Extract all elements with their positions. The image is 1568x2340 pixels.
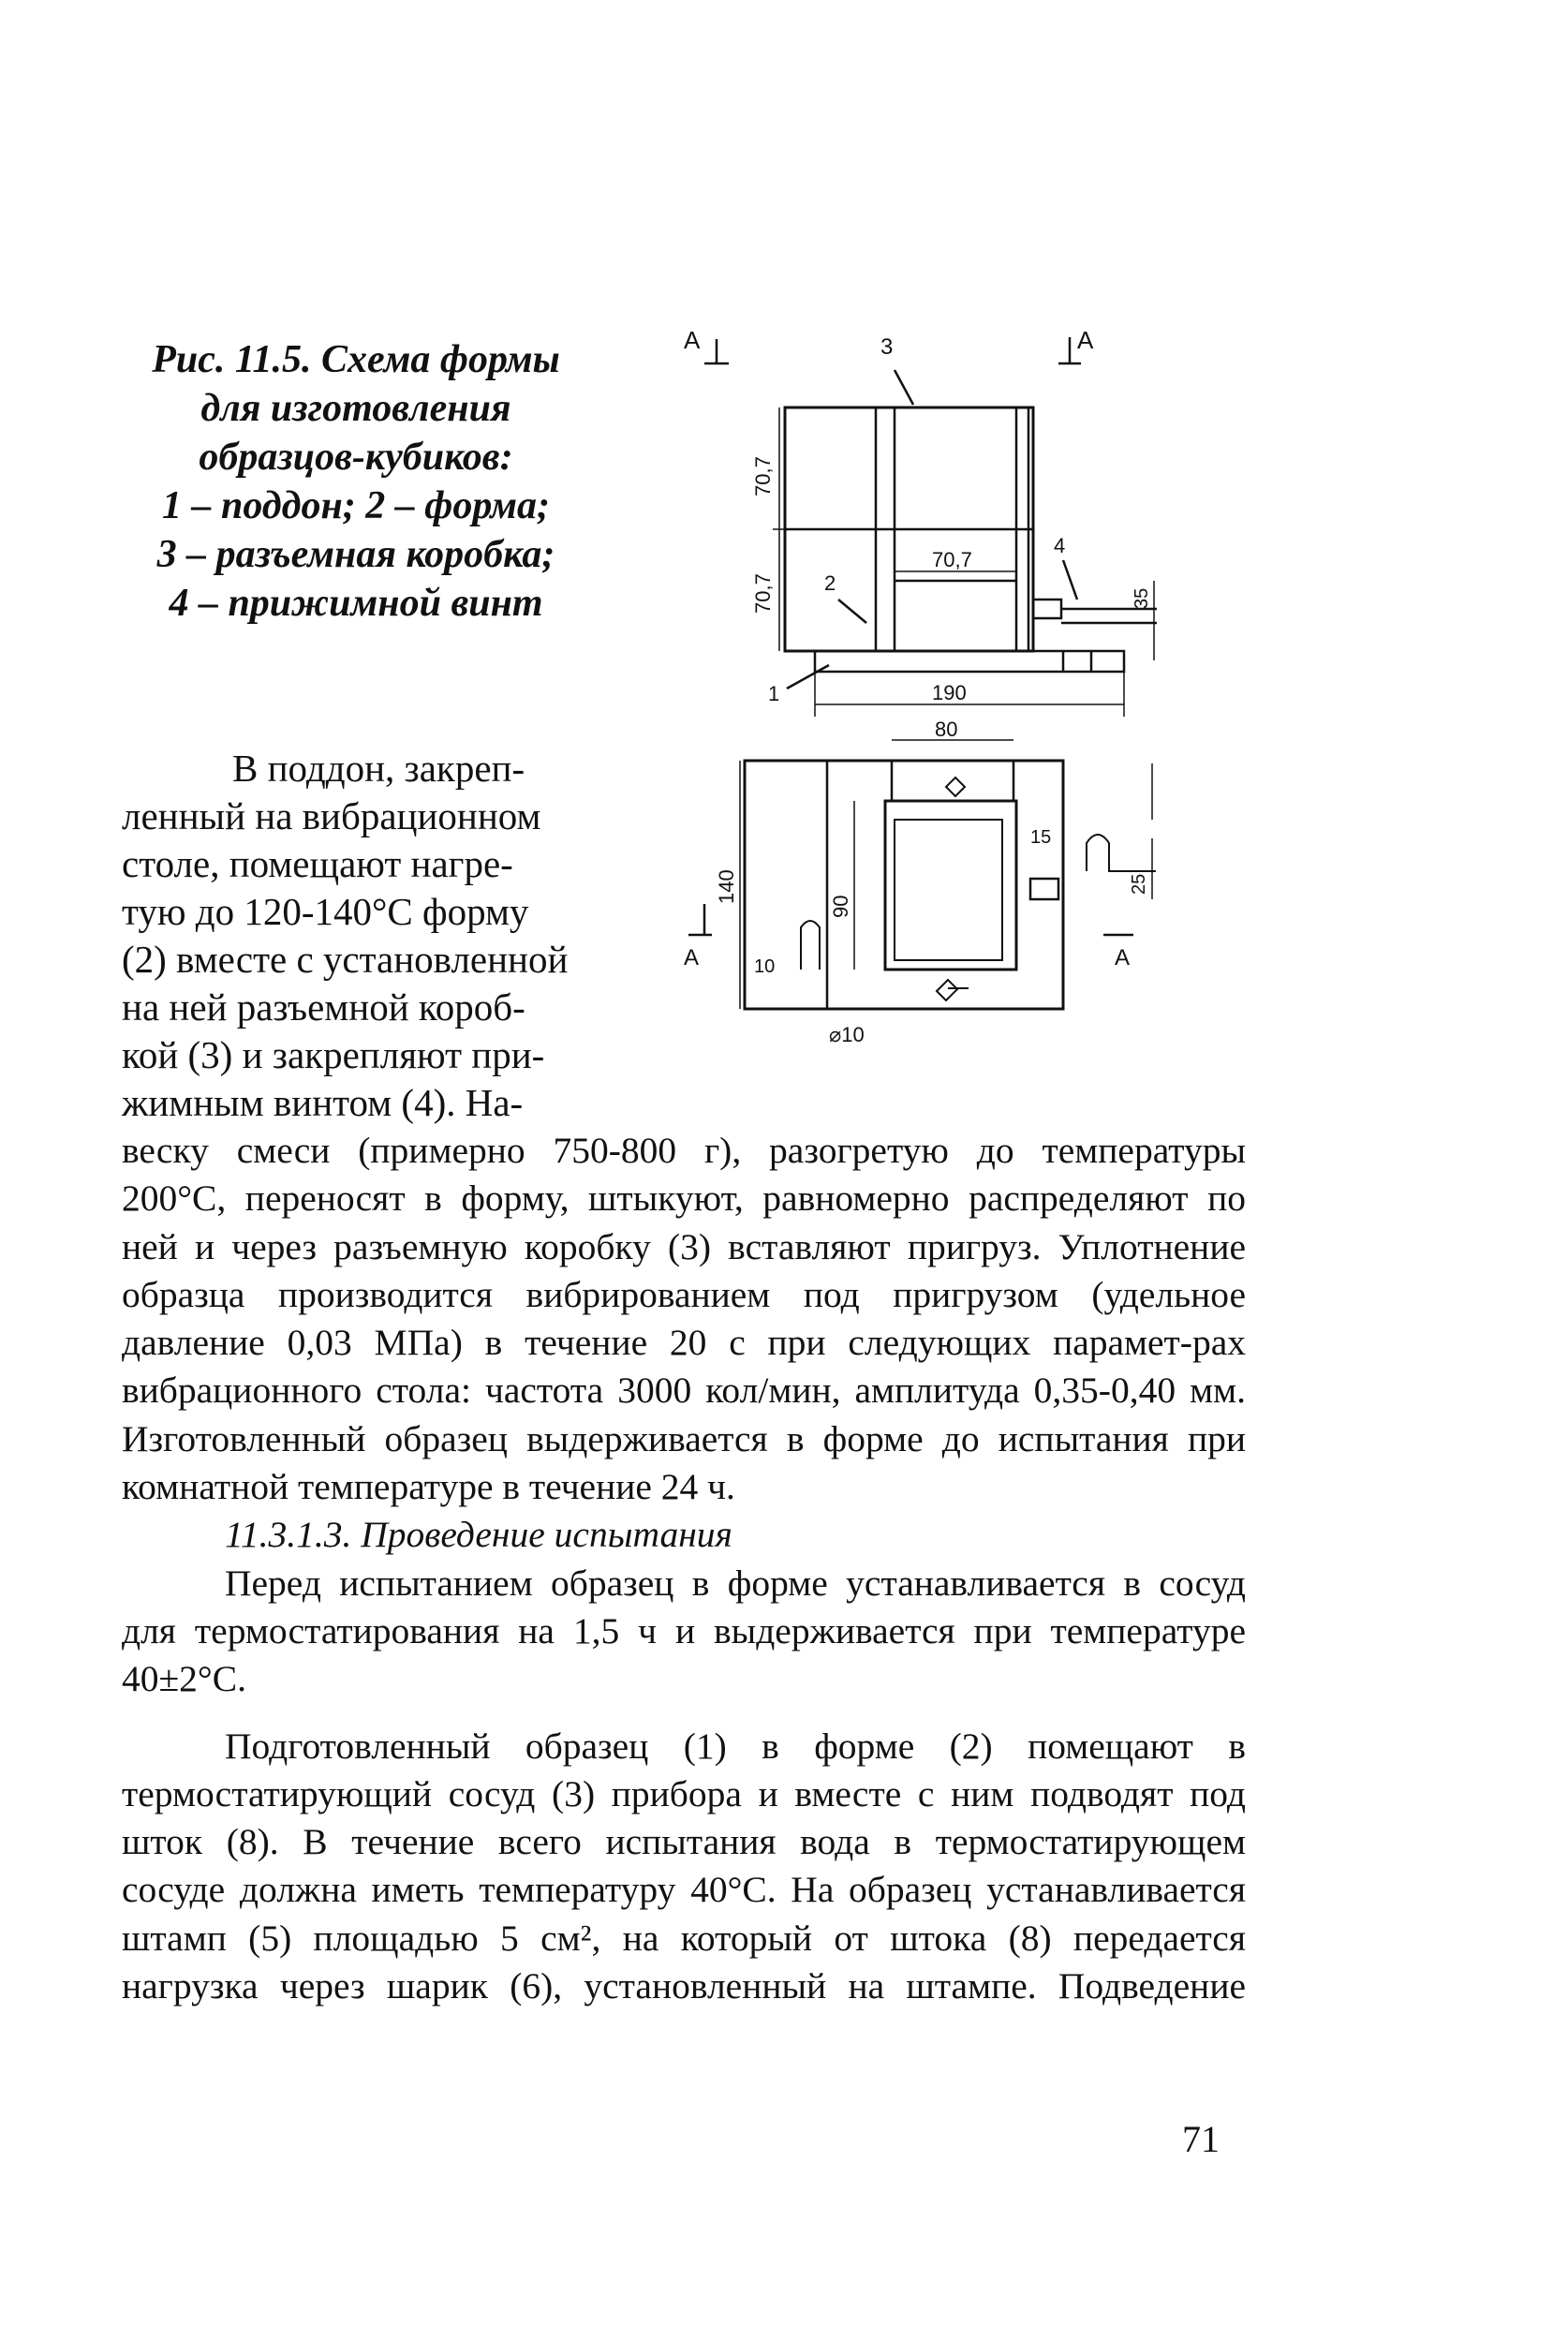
body-line: давление 0,03 МПа) в течение 20 с при следующих парамет-рах — [122, 1322, 1246, 1364]
body-line: 200°С, переносят в форму, штыкуют, равномерно распределяют по — [122, 1177, 1246, 1220]
locator-icon — [946, 778, 965, 796]
wrap-line: (2) вместе с установленной — [122, 938, 569, 981]
part-label-4: 4 — [1054, 534, 1066, 557]
wrap-line: ленный на вибрационном — [122, 794, 541, 837]
mold-plan-inner — [895, 820, 1002, 960]
dim-15: 15 — [1030, 827, 1052, 848]
part-label-3: 3 — [880, 334, 894, 360]
caption-line: Рис. 11.5. Схема формы — [152, 338, 560, 381]
dim-70-7-inner: 70,7 — [932, 548, 972, 571]
mold-schematic-drawing — [656, 309, 1199, 1059]
section-mark-a-right: А — [1077, 326, 1094, 354]
dim-70-7-upper: 70,7 — [751, 456, 775, 496]
wrap-line: тую до 120-140°С форму — [122, 890, 529, 933]
part-label-2: 2 — [824, 571, 836, 595]
page-number: 71 — [1182, 2118, 1220, 2160]
body-line: образца производится вибрированием под пригрузом (удельное — [122, 1273, 1246, 1315]
section-mark-a-left: А — [684, 326, 701, 354]
para2-line: для термостатирования на 1,5 ч и выдерживается при температуре — [122, 1609, 1246, 1651]
dim-90: 90 — [829, 895, 852, 918]
dim-25: 25 — [1129, 873, 1149, 895]
wrap-line: жимным винтом (4). На- — [122, 1081, 524, 1124]
para3-line: сосуде должна иметь температуру 40°С. На образец устанавливается — [122, 1869, 1246, 1911]
caption-line: 4 – прижимной винт — [169, 582, 543, 625]
wrap-line: на ней разъемной короб- — [122, 985, 525, 1029]
para2-line: Перед испытанием образец в форме устанавливается в сосуд — [225, 1562, 1246, 1604]
caption-line: образцов-кубиков: — [199, 436, 513, 479]
wrap-line: кой (3) и закрепляют при- — [122, 1033, 545, 1076]
caption-line: 1 – поддон; 2 – форма; — [161, 484, 550, 527]
clamp-screw-plan — [1030, 879, 1058, 899]
body-text — [122, 1127, 1246, 2010]
body-line: вибрационного стола: частота 3000 кол/мин, амплитуда 0,35-0,40 мм. — [122, 1370, 1246, 1412]
caption-line: 3 – разъемная коробка; — [156, 533, 555, 576]
caption-line: для изготовления — [200, 387, 511, 430]
base-tray-elevation — [815, 651, 1124, 672]
section-mark-a-lower-left: А — [684, 945, 700, 970]
figure-caption — [112, 335, 599, 628]
para3-line: штамп (5) площадью 5 см², на который от штока (8) передается — [122, 1917, 1246, 1959]
body-line: ней и через разъемную коробку (3) вставляют пригруз. Уплотнение — [122, 1225, 1246, 1267]
dim-70-7-lower: 70,7 — [751, 573, 775, 614]
wrap-line: столе, помещают нагре- — [122, 842, 513, 885]
section-subheading: 11.3.1.3. Проведение испытания — [225, 1514, 732, 1556]
para3-line: Подготовленный образец (1) в форме (2) помещают в — [225, 1725, 1246, 1767]
dim-35: 35 — [1132, 587, 1152, 609]
dim-80: 80 — [935, 718, 958, 741]
body-line: веску смеси (примерно 750-800 г), разогретую до температуры — [122, 1130, 1246, 1171]
clamp-screw-elevation — [1033, 600, 1061, 618]
body-line: комнатной температуре в течение 24 ч. — [122, 1466, 735, 1508]
part-label-1: 1 — [768, 682, 780, 705]
dim-dia10: ⌀10 — [829, 1023, 865, 1046]
para3-line: термостатирующий сосуд (3) прибора и вместе с ним подводят под — [122, 1772, 1246, 1814]
para2-line: 40±2°С. — [122, 1658, 246, 1700]
wrap-line: В поддон, закреп- — [232, 747, 525, 790]
dim-140: 140 — [715, 869, 738, 904]
mold-plan-outer — [885, 801, 1016, 970]
dim-10: 10 — [754, 956, 776, 977]
dim-190: 190 — [932, 681, 967, 704]
body-line: Изготовленный образец выдерживается в форме до испытания при — [122, 1417, 1246, 1459]
bolt-icon — [937, 980, 969, 1000]
para3-line: шток (8). В течение всего испытания вода в термостатирующем — [122, 1821, 1246, 1863]
section-mark-a-lower-right: А — [1115, 945, 1131, 970]
para3-line: нагрузка через шарик (6), установленный на штампе. Подведение — [122, 1965, 1246, 2007]
wrapped-paragraph — [122, 745, 579, 1127]
